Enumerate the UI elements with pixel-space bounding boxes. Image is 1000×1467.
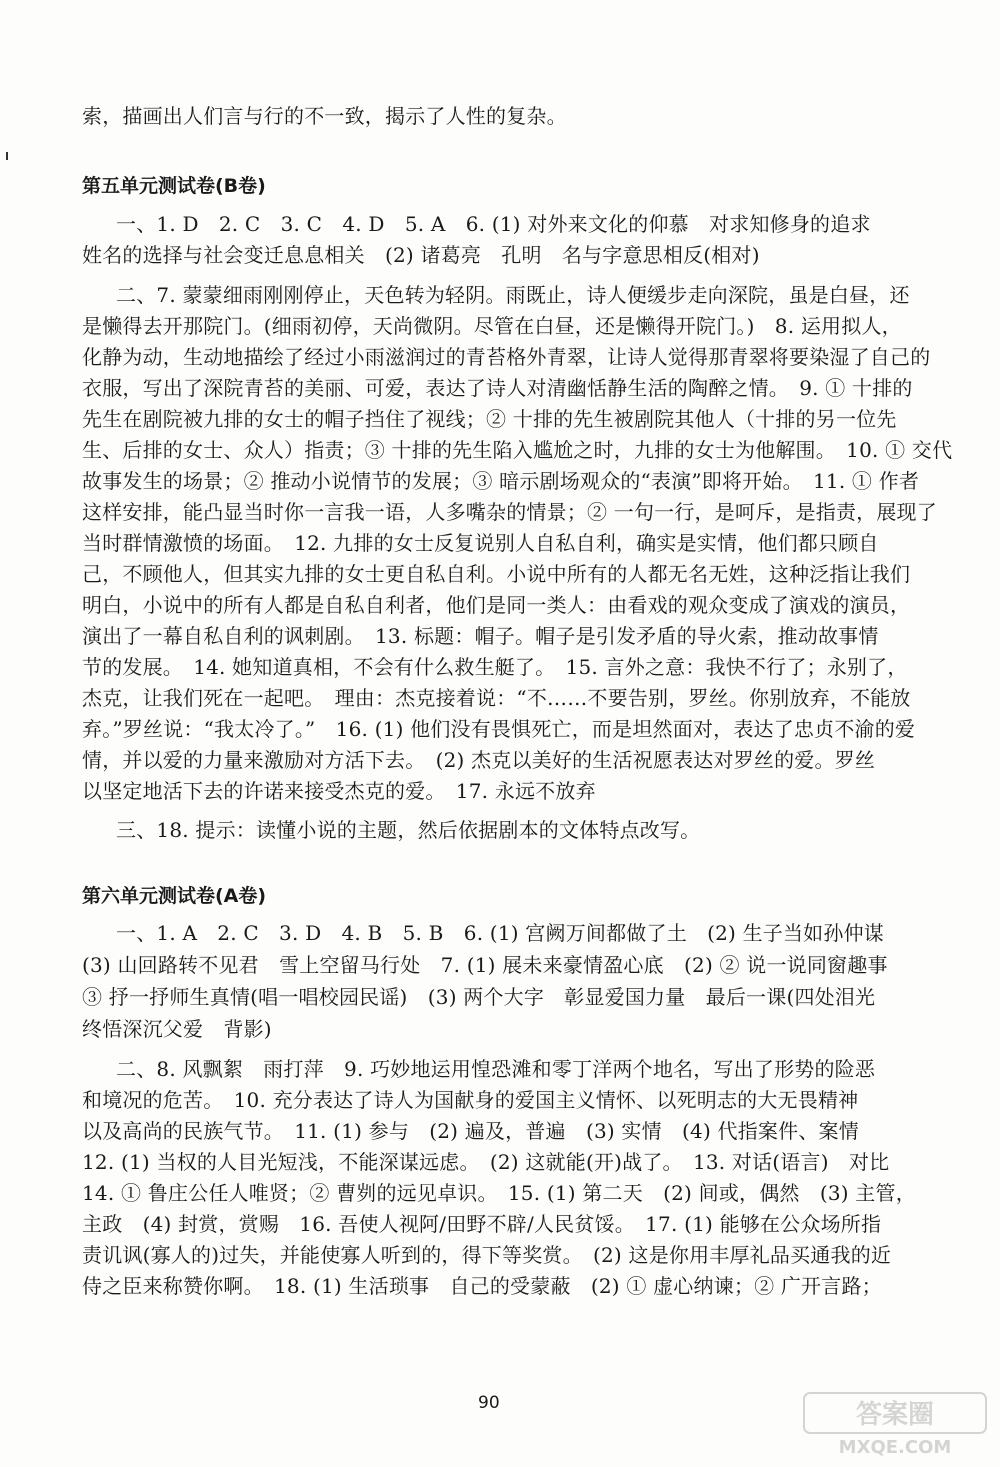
text-line: 二、7. 蒙蒙细雨刚刚停止，天色转为轻阴。雨既止，诗人便缓步走向深院，虽是白昼，还	[116, 283, 910, 307]
page-number: 90	[478, 1393, 500, 1413]
text-line: 衣服，写出了深院青苔的美丽、可爱，表达了诗人对清幽恬静生活的陶醉之情。 9. ① 十排的	[82, 376, 913, 400]
text-line: 一、1. A 2. C 3. D 4. B 5. B 6. (1) 宫阙万间都做了土 (2) 生子当如孙仲谋	[116, 921, 884, 945]
text-line: 三、18. 提示：读懂小说的主题，然后依据剧本的文体特点改写。	[116, 818, 701, 842]
text-line: 故事发生的场景；② 推动小说情节的发展；③ 暗示剧场观众的“表演”即将开始。 11. ① 作者	[82, 469, 920, 493]
text-line: 这样安排，能凸显当时你一言我一语，人多嘴杂的情景；② 一句一行，是呵斥，是指责，展现了	[82, 500, 937, 524]
svg-text:MXQE.COM: MXQE.COM	[838, 1437, 952, 1458]
text-line: 当时群情激愤的场面。 12. 九排的女士反复说别人自私自利，确实是实情，他们都只顾自	[82, 531, 879, 555]
text-line: (3) 山回路转不见君 雪上空留马行处 7. (1) 展未来豪情盈心底 (2) ② 说一说同窗趣事	[82, 953, 888, 977]
text-line: 一、1. D 2. C 3. C 4. D 5. A 6. (1) 对外来文化的仰慕 对求知修身的追求	[116, 212, 871, 236]
text-line: 己，不顾他人，但其实九排的女士更自私自利。小说中所有的人都无名无姓，这种泛指让我们	[82, 562, 911, 586]
text-line: 责讥讽(寡人的)过失，并能使寡人听到的，得下等奖赏。 (2) 这是你用丰厚礼品买通我的近	[82, 1243, 892, 1267]
text-line: 以坚定地活下去的许诺来接受杰克的爱。 17. 永远不放弃	[82, 779, 596, 803]
text-line: ③ 抒一抒师生真情(唱一唱校园民谣) (3) 两个大字 彰显爱国力量 最后一课(四处泪光	[82, 985, 876, 1009]
text-line: 演出了一幕自私自利的讽刺剧。 13. 标题：帽子。帽子是引发矛盾的导火索，推动故事情	[82, 624, 879, 648]
text-line: 情，并以爱的力量来激励对方活下去。 (2) 杰克以美好的生活祝愿表达对罗丝的爱。罗丝	[82, 748, 876, 772]
text-line: 化静为动，生动地描绘了经过小雨滋润过的青苔格外青翠，让诗人觉得那青翠将要染湿了自己的	[82, 345, 931, 369]
text-line: 杰克，让我们死在一起吧。 理由：杰克接着说：“不……不要告别，罗丝。你别放弃，不能放	[82, 686, 911, 710]
section-heading: 第六单元测试卷(A卷)	[82, 885, 267, 907]
text-line: 终悟深沉父爱 背影)	[82, 1017, 272, 1041]
text-line: 二、8. 风飘絮 雨打萍 9. 巧妙地运用惶恐滩和零丁洋两个地名，写出了形势的险恶	[116, 1057, 876, 1081]
text-line: 索，描画出人们言与行的不一致，揭示了人性的复杂。	[82, 104, 567, 128]
section-heading: 第五单元测试卷(B卷)	[82, 175, 266, 197]
text-line: 以及高尚的民族气节。 11. (1) 参与 (2) 遍及，普遍 (3) 实情 (4) 代指案件、案情	[82, 1119, 859, 1143]
text-line: 是懒得去开那院门。(细雨初停，天尚微阴。尽管在白昼，还是懒得开院门。) 8. 运用拟人，	[82, 314, 902, 338]
text-line: 姓名的选择与社会变迁息息相关 (2) 诸葛亮 孔明 名与字意思相反(相对)	[82, 243, 760, 267]
text-line: 14. ① 鲁庄公任人唯贤；② 曹刿的远见卓识。 15. (1) 第二天 (2) 间或，偶然 (3) 主管，	[82, 1181, 916, 1205]
text-line: 先生在剧院被九排的女士的帽子挡住了视线；② 十排的先生被剧院其他人（十排的另一位先	[82, 407, 897, 431]
text-line: 节的发展。 14. 她知道真相，不会有什么救生艇了。 15. 言外之意：我快不行了；永别了，	[82, 655, 908, 679]
text-line: 生、后排的女士、众人）指责；③ 十排的先生陷入尴尬之时，九排的女士为他解围。 10. ① 交代	[82, 438, 953, 462]
text-line: 主政 (4) 封赏，赏赐 16. 吾使人视阿/田野不辟/人民贫馁。 17. (1) 能够在公众场所指	[82, 1212, 882, 1236]
margin-mark	[6, 152, 8, 160]
text-line: 弃。”罗丝说：“我太冷了。” 16. (1) 他们没有畏惧死亡，而是坦然面对，表达了忠贞不渝的爱	[82, 717, 916, 741]
text-line: 明白，小说中的所有人都是自私自利者，他们是同一类人：由看戏的观众变成了演戏的演员，	[82, 593, 911, 617]
text-line: 12. (1) 当权的人目光短浅，不能深谋远虑。 (2) 这就能(开)战了。 13. 对话(语言) 对比	[82, 1150, 890, 1174]
watermark-logo	[800, 1389, 990, 1459]
text-line: 侍之臣来称赞你啊。 18. (1) 生活琐事 自己的受蒙蔽 (2) ① 虚心纳谏；② 广开言路；	[82, 1274, 882, 1298]
text-line: 和境况的危苦。 10. 充分表达了诗人为国献身的爱国主义情怀、以死明志的大无畏精神	[82, 1088, 859, 1112]
svg-text:答案圈: 答案圈	[855, 1400, 935, 1430]
